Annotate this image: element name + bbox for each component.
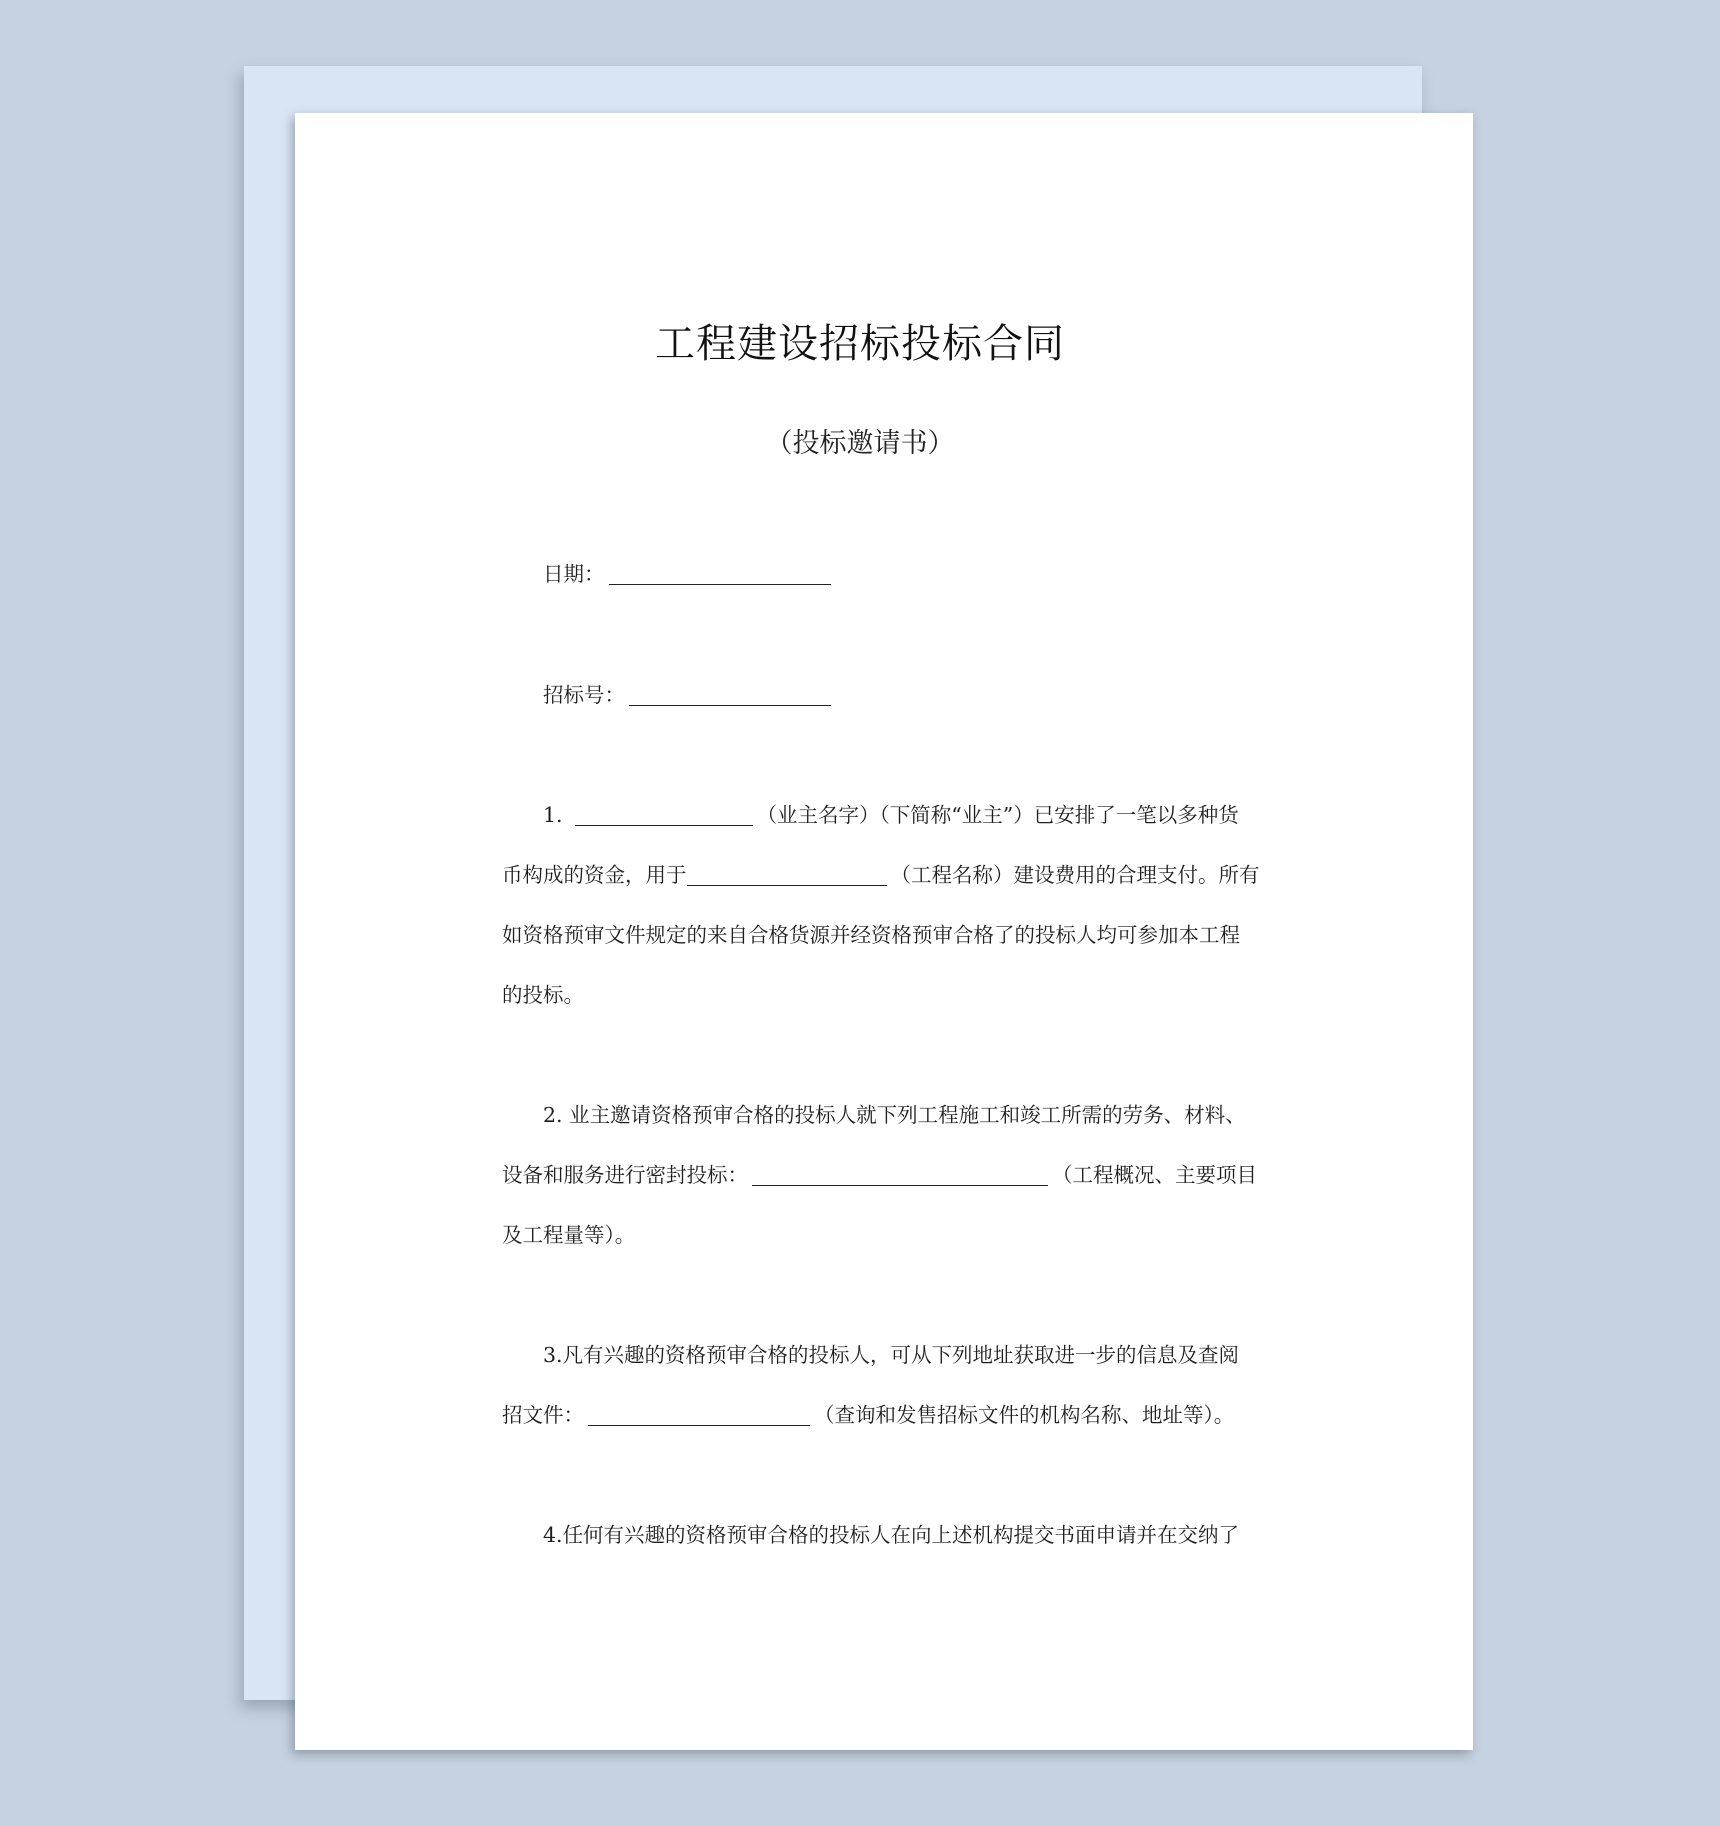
paragraph-1-line-3	[502, 921, 1272, 949]
document-office-blank[interactable]	[588, 1403, 810, 1426]
paragraph-text: 凡有兴趣的资格预审合格的投标人，可从下列地址获取进一步的信息及查阅	[562, 1343, 1240, 1367]
paragraph-text: 设备和服务进行密封投标：	[502, 1163, 748, 1187]
paragraph-text: 业主邀请资格预审合格的投标人就下列工程施工和竣工所需的劳务、材料、	[569, 1103, 1246, 1127]
date-label: 日期：	[543, 562, 605, 586]
paragraph-text: 如资格预审文件规定的来自合格货源并经资格预审合格了的投标人均可参加本工程	[502, 923, 1240, 947]
paragraph-1-line-2	[502, 861, 1272, 889]
paragraph-text: 币构成的资金，用于	[502, 863, 687, 887]
paragraph-text: 任何有兴趣的资格预审合格的投标人在向上述机构提交书面申请并在交纳了	[562, 1523, 1240, 1547]
paragraph-number: 1.	[543, 803, 563, 827]
date-blank[interactable]	[609, 562, 831, 585]
paragraph-number: 2.	[543, 1103, 563, 1127]
date-field-row	[543, 560, 1313, 588]
paragraph-2-line-1	[543, 1101, 1313, 1129]
paragraph-text: （业主名字）（下简称“业主”）已安排了一笔以多种货	[756, 803, 1239, 827]
project-overview-blank[interactable]	[752, 1163, 1048, 1186]
paragraph-3-line-1	[543, 1341, 1313, 1369]
paragraph-text: 的投标。	[502, 983, 584, 1007]
paragraph-number: 4.	[543, 1523, 563, 1547]
paragraph-text: （工程名称）建设费用的合理支付。所有	[890, 863, 1260, 887]
document-subtitle: （投标邀请书）	[765, 428, 955, 459]
paragraph-1-line-4	[502, 981, 1272, 1009]
paragraph-2-line-3	[502, 1221, 1272, 1249]
paragraph-text: （查询和发售招标文件的机构名称、地址等）。	[814, 1403, 1235, 1427]
bid-number-field-row	[543, 681, 1313, 709]
paragraph-1-line-1	[543, 801, 1313, 829]
paragraph-2-line-2	[502, 1161, 1272, 1189]
bid-number-label: 招标号：	[543, 683, 625, 707]
paragraph-4-line-1	[543, 1521, 1313, 1549]
project-name-blank[interactable]	[687, 863, 887, 886]
bid-number-blank[interactable]	[629, 683, 831, 706]
paragraph-number: 3.	[543, 1343, 563, 1367]
owner-name-blank[interactable]	[575, 803, 753, 826]
paragraph-text: 招文件：	[502, 1403, 584, 1427]
document-title: 工程建设招标投标合同	[655, 321, 1065, 367]
paragraph-3-line-2	[502, 1401, 1272, 1429]
paragraph-text: 及工程量等）。	[502, 1223, 636, 1247]
paragraph-text: （工程概况、主要项目	[1052, 1163, 1257, 1187]
